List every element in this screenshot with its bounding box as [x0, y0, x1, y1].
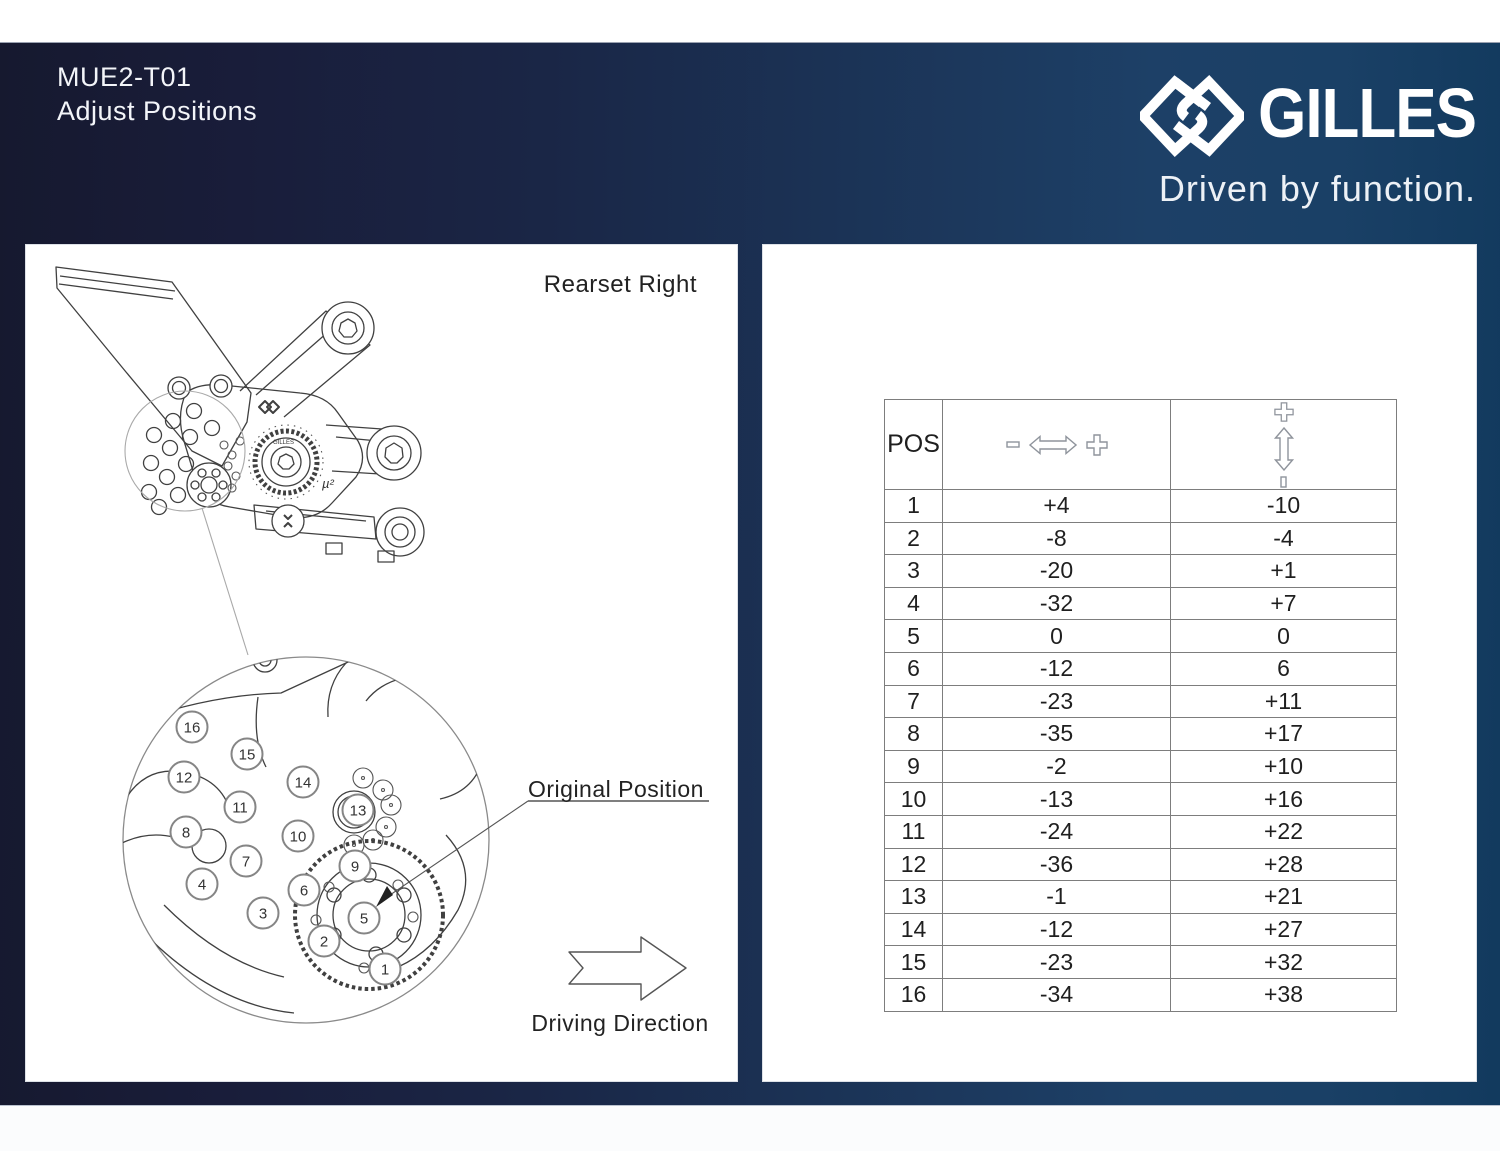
brand-logo-block	[1136, 72, 1476, 210]
horizontal-value-cell: -20	[943, 555, 1171, 588]
pos-cell: 10	[885, 783, 943, 816]
table-row	[885, 685, 1397, 718]
horizontal-value-cell: -8	[943, 522, 1171, 555]
table-row	[885, 815, 1397, 848]
rearset-technical-drawing	[26, 245, 737, 1081]
horizontal-value-cell: -35	[943, 718, 1171, 751]
driving-direction-label: Driving Direction	[531, 1010, 709, 1036]
table-row	[885, 652, 1397, 685]
mu-marking: µ²	[322, 476, 334, 491]
balloon-number: 10	[289, 828, 307, 846]
vertical-value-cell: +16	[1171, 783, 1397, 816]
balloon-number: 9	[350, 858, 360, 876]
balloon-number: 15	[238, 746, 256, 764]
horizontal-value-cell: -12	[943, 913, 1171, 946]
dial-brand-text: GILLES	[273, 440, 295, 446]
pos-cell: 13	[885, 881, 943, 914]
table-row	[885, 718, 1397, 751]
horizontal-value-cell: -2	[943, 750, 1171, 783]
pos-cell: 12	[885, 848, 943, 881]
balloon-number: 14	[294, 774, 312, 792]
horizontal-value-cell: -23	[943, 946, 1171, 979]
vertical-value-cell: +27	[1171, 913, 1397, 946]
vertical-value-cell: +22	[1171, 815, 1397, 848]
gilles-logo-mark-icon	[1140, 72, 1244, 160]
balloon-number: 16	[183, 719, 201, 737]
table-row	[885, 881, 1397, 914]
left-right-arrow-icon	[1029, 435, 1077, 455]
up-down-arrow-icon	[1274, 427, 1294, 471]
horizontal-adjust-column-header	[943, 400, 1171, 490]
horizontal-value-cell: 0	[943, 620, 1171, 653]
horizontal-value-cell: -12	[943, 652, 1171, 685]
page-title-block	[57, 60, 257, 128]
table-row	[885, 978, 1397, 1011]
bottom-white-strip	[0, 1105, 1500, 1151]
logo-row	[1136, 72, 1476, 160]
table-row	[885, 913, 1397, 946]
table-row	[885, 555, 1397, 588]
vertical-value-cell: -10	[1171, 490, 1397, 523]
pos-cell: 6	[885, 652, 943, 685]
pos-column-header: POS	[885, 400, 943, 490]
detail-leader-line	[202, 508, 248, 655]
horizontal-value-cell: -13	[943, 783, 1171, 816]
vertical-adjust-column-header	[1171, 400, 1397, 490]
positions-table	[884, 399, 1397, 1012]
table-header-row	[885, 400, 1397, 490]
table-row	[885, 750, 1397, 783]
minus-vertical-icon	[1280, 476, 1287, 488]
vertical-value-cell: +17	[1171, 718, 1397, 751]
table-row	[885, 848, 1397, 881]
balloon-number: 4	[197, 876, 207, 894]
balloon-number: 7	[241, 853, 251, 871]
horizontal-value-cell: -34	[943, 978, 1171, 1011]
pos-cell: 2	[885, 522, 943, 555]
table-row	[885, 946, 1397, 979]
pos-cell: 5	[885, 620, 943, 653]
plus-icon	[1086, 434, 1108, 456]
table-row	[885, 783, 1397, 816]
table-panel	[762, 244, 1477, 1082]
vertical-value-cell: +7	[1171, 587, 1397, 620]
table-row	[885, 522, 1397, 555]
vertical-value-cell: 6	[1171, 652, 1397, 685]
vertical-value-cell: +38	[1171, 978, 1397, 1011]
balloon-number: 5	[359, 910, 369, 928]
original-position-label: Original Position	[528, 776, 704, 802]
balloon-number: 2	[319, 933, 329, 951]
drawing-title: Rearset Right	[543, 271, 697, 298]
balloon-number: 6	[299, 882, 309, 900]
pos-cell: 14	[885, 913, 943, 946]
vertical-value-cell: 0	[1171, 620, 1397, 653]
page-subtitle: Adjust Positions	[57, 96, 258, 126]
table-row	[885, 490, 1397, 523]
product-code: MUE2-T01	[57, 62, 192, 92]
pos-cell: 1	[885, 490, 943, 523]
table-row	[885, 587, 1397, 620]
pos-cell: 8	[885, 718, 943, 751]
vertical-value-cell: -4	[1171, 522, 1397, 555]
table-row	[885, 620, 1397, 653]
rearset-assembly-lines	[56, 267, 424, 562]
horizontal-value-cell: -24	[943, 815, 1171, 848]
vertical-value-cell: +32	[1171, 946, 1397, 979]
balloon-number: 12	[175, 769, 193, 787]
driving-direction-arrow-icon	[569, 937, 686, 1000]
vertical-value-cell: +1	[1171, 555, 1397, 588]
pos-cell: 16	[885, 978, 943, 1011]
plus-icon	[1274, 402, 1294, 422]
balloon-number: 11	[232, 799, 248, 817]
horizontal-value-cell: -1	[943, 881, 1171, 914]
drawing-panel	[25, 244, 738, 1082]
horizontal-value-cell: -23	[943, 685, 1171, 718]
balloon-number: 3	[258, 905, 268, 923]
horizontal-value-cell: -36	[943, 848, 1171, 881]
balloon-number: 13	[349, 802, 367, 820]
vertical-value-cell: +21	[1171, 881, 1397, 914]
horizontal-value-cell: -32	[943, 587, 1171, 620]
balloon-number: 8	[181, 824, 191, 842]
vertical-value-cell: +10	[1171, 750, 1397, 783]
pos-cell: 3	[885, 555, 943, 588]
pos-cell: 9	[885, 750, 943, 783]
vertical-value-cell: +11	[1171, 685, 1397, 718]
top-white-strip	[0, 0, 1500, 43]
pos-cell: 11	[885, 815, 943, 848]
horizontal-value-cell: +4	[943, 490, 1171, 523]
brand-wordmark: GILLES	[1258, 74, 1476, 153]
minus-icon	[1006, 441, 1020, 448]
balloon-number: 1	[380, 961, 390, 979]
vertical-value-cell: +28	[1171, 848, 1397, 881]
pos-cell: 7	[885, 685, 943, 718]
brand-tagline: Driven by function.	[1158, 168, 1476, 209]
pos-cell: 15	[885, 946, 943, 979]
pos-cell: 4	[885, 587, 943, 620]
